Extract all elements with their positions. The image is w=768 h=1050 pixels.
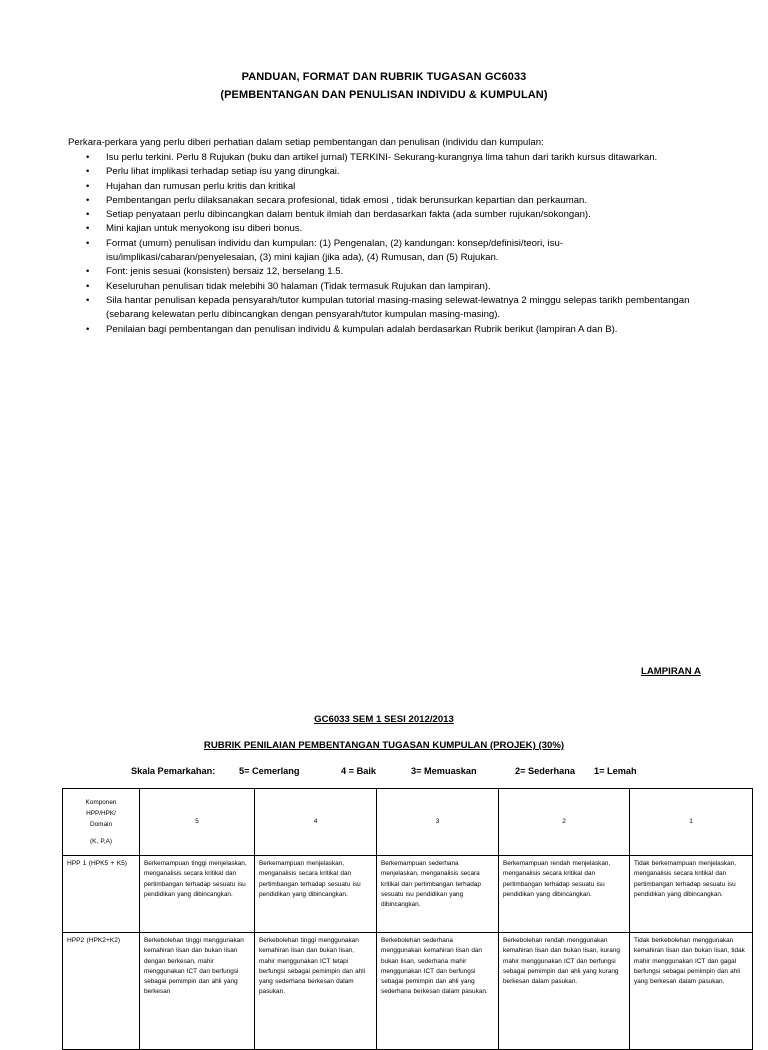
- table-cell: Berkebolehan tinggi menggunakan kemahiran lisan dan bukan lisan dengan berkesan, mahir menggunakan ICT dan berfungsi sebagai pemimpin dan ahli yang berkesan: [140, 933, 255, 1050]
- component-header-line: Domain: [89, 821, 113, 828]
- score-header-1: 1: [630, 789, 753, 856]
- table-cell: Berkemampuan tinggi menjelaskan, menganalisis secara kritikal dan pertimbangan terhadap sesuatu isu pendidikan yang dibincangkan.: [140, 856, 255, 933]
- table-cell: Berkemampuan rendah menjelaskan, menganalisis secara kritikal dan pertimbangan terhadap sesuatu isu pendidikan yang dibincangkan.: [499, 856, 630, 933]
- list-item: • Hujahan dan rumusan perlu kritis dan kritikal: [86, 180, 706, 194]
- table-cell: Berkemampuan menjelaskan, menganalisis secara kritikal dan pertimbangan terhadap sesuatu isu pendidikan yang dibincangkan.: [255, 856, 377, 933]
- scale-label: Skala Pemarkahan:: [131, 766, 216, 776]
- scale-4: 4 = Baik: [341, 766, 376, 776]
- scale-3: 3= Memuaskan: [411, 766, 477, 776]
- table-header-row: [63, 789, 753, 856]
- list-item: • Penilaian bagi pembentangan dan penulisan individu & kumpulan adalah berdasarkan Rubrik berikut (lampiran A dan B).: [86, 323, 706, 337]
- score-header-3: 3: [377, 789, 499, 856]
- component-header-line: HPP/HPK/: [86, 810, 116, 817]
- row-label: HPP2 (HPK2+K2): [63, 933, 140, 1050]
- list-item: • Pembentangan perlu dilaksanakan secara profesional, tidak emosi , tidak berunsurkan kepartian dan perkauman.: [86, 194, 706, 208]
- guideline-list: [86, 151, 706, 337]
- list-item: • Mini kajian untuk menyokong isu diberi bonus.: [86, 222, 706, 236]
- list-item: • Format (umum) penulisan individu dan kumpulan: (1) Pengenalan, (2) kandungan: konsep/definisi/teori, isu-isu/implikasi/cabaran/penyelesaian, (3) mini kajian (jika ada), (4) Rumusan, dan (5) Rujukan.: [86, 237, 706, 266]
- intro-paragraph: Perkara-perkara yang perlu diberi perhatian dalam setiap pembentangan dan penulisan (individu dan kumpulan:: [68, 137, 544, 148]
- row-label: HPP 1 (HPK5 + K5): [63, 856, 140, 933]
- scale-1: 1= Lemah: [594, 766, 637, 776]
- table-row: [63, 856, 753, 933]
- component-header-line: (K, P,A): [89, 838, 113, 845]
- course-heading: GC6033 SEM 1 SESI 2012/2013: [314, 714, 454, 725]
- component-header-line: Komponen: [85, 799, 117, 806]
- table-cell: Berkebolehan rendah menggunakan kemahiran lisan dan bukan lisan, kurang mahir menggunakan ICT dan berfungsi sebagai pemimpin dan ahli yang kurang berkesan dalam pasukan.: [499, 933, 630, 1050]
- rubric-table: [62, 788, 753, 1050]
- table-cell: Tidak berkebolehan menggunakan kemahiran lisan dan bukan lisan, tidak mahir menggunakan ICT dan gagal berfungsi sebagai pemimpin dan ahli yang berkesan dalam pasukan.: [630, 933, 753, 1050]
- list-item: • Isu perlu terkini. Perlu 8 Rujukan (buku dan artikel jurnal) TERKINI- Sekurang-kurangnya lima tahun dari tarikh kursus ditawarkan.: [86, 151, 706, 165]
- list-item: • Keseluruhan penulisan tidak melebihi 30 halaman (Tidak termasuk Rujukan dan lampiran).: [86, 280, 706, 294]
- score-header-2: 2: [499, 789, 630, 856]
- document-title: PANDUAN, FORMAT DAN RUBRIK TUGASAN GC6033: [241, 71, 527, 83]
- list-item: • Font: jenis sesuai (konsisten) bersaiz 12, berselang 1.5.: [86, 265, 706, 279]
- score-header-4: 4: [255, 789, 377, 856]
- table-cell: Berkebolehan sederhana menggunakan kemahiran lisan dan bukan lisan, sederhana mahir menggunakan ICT dan berfungsi sebagai pemimpin dan ahli yang sederhana berkesan dalam pasukan.: [377, 933, 499, 1050]
- component-header: [63, 789, 140, 856]
- table-cell: Berkemampuan sederhana menjelaskan, menganalisis secara kritikal dan pertimbangan terhadap sesuatu isu pendidikan yang dibincangkan.: [377, 856, 499, 933]
- list-item: • Sila hantar penulisan kepada pensyarah/tutor kumpulan tutorial masing-masing selewat-lewatnya 2 minggu selepas tarikh pembentangan (sebarang kelewatan perlu dibincangkan dengan pensyarah/tutor kumpulan masing-masing).: [86, 294, 706, 323]
- scale-5: 5= Cemerlang: [239, 766, 300, 776]
- table-cell: Tidak berkemampuan menjelaskan, menganalisis secara kritikal dan pertimbangan terhadap sesuatu isu pendidikan yang dibincangkan.: [630, 856, 753, 933]
- appendix-label: LAMPIRAN A: [641, 666, 701, 677]
- table-cell: Berkebolehan tinggi menggunakan kemahiran lisan dan bukan lisan, mahir menggunakan ICT tetapi berfungsi sebagai pemimpin dan ahli yang sederhana berkesan dalam pasukan.: [255, 933, 377, 1050]
- scale-2: 2= Sederhana: [515, 766, 576, 776]
- rubric-title: RUBRIK PENILAIAN PEMBENTANGAN TUGASAN KUMPULAN (PROJEK) (30%): [203, 740, 565, 751]
- list-item: • Perlu lihat implikasi terhadap setiap isu yang dirungkai.: [86, 165, 706, 179]
- score-header-5: 5: [140, 789, 255, 856]
- document-subtitle: (PEMBENTANGAN DAN PENULISAN INDIVIDU & KUMPULAN): [220, 89, 548, 101]
- list-item: • Setiap penyataan perlu dibincangkan dalam bentuk ilmiah dan berdasarkan fakta (ada sumber rujukan/sokongan).: [86, 208, 706, 222]
- table-row: [63, 933, 753, 1050]
